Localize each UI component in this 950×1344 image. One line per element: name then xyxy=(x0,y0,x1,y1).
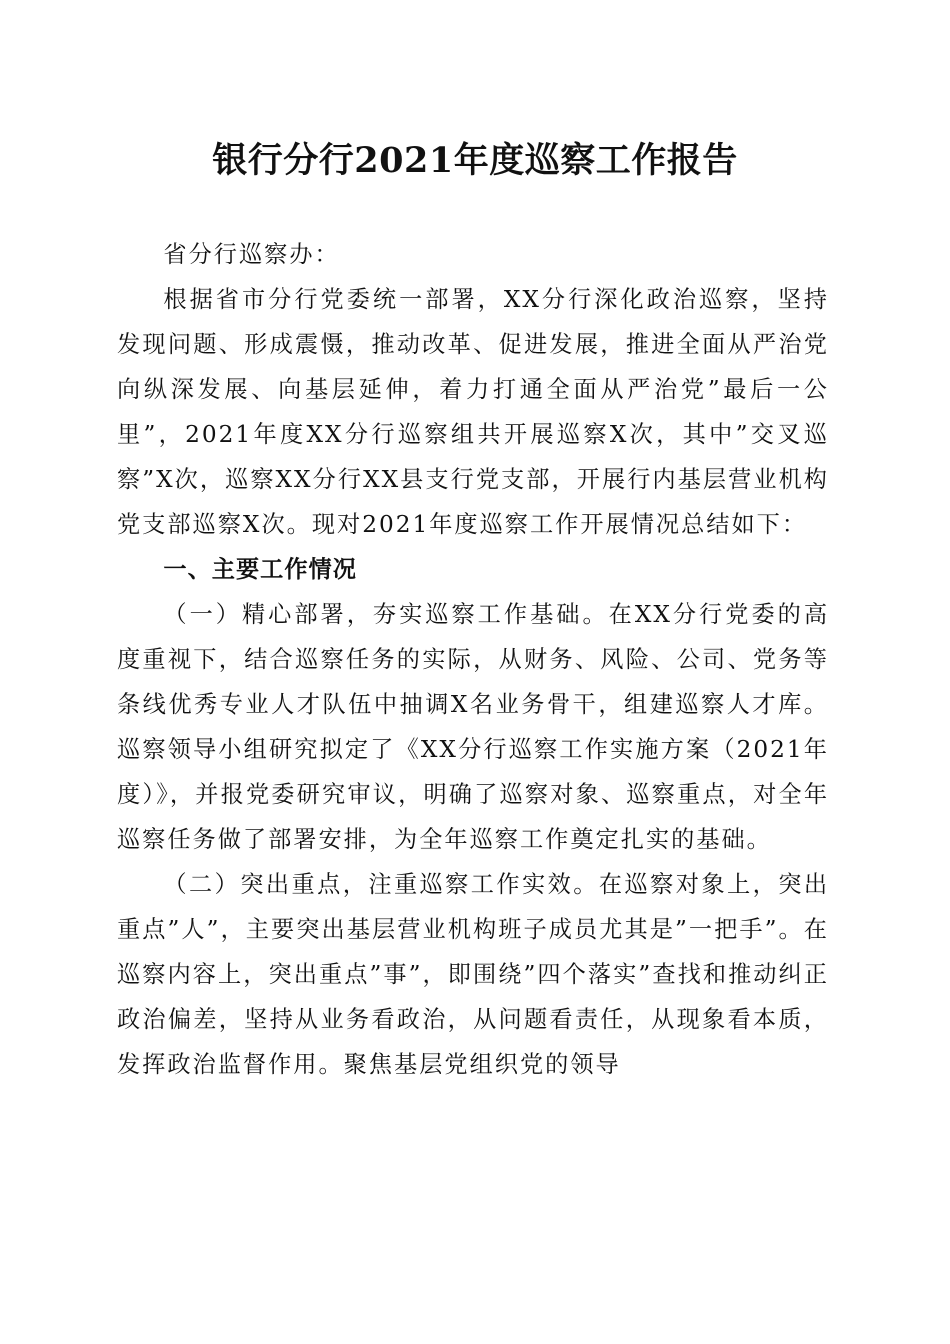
section-heading: 一、主要工作情况 xyxy=(163,556,357,583)
document-body xyxy=(117,232,829,1087)
paragraph-1-body: 在XX分行党委的高度重视下，结合巡察任务的实际，从财务、风险、公司、党务等条线优秀专业人才队伍中抽调X名业务骨干，组建巡察人才库。巡察领导小组研究拟定了《XX分行巡察工作实施方案（2021年度）》，并报党委研究审议，明确了巡察对象、巡察重点，对全年巡察任务做了部署安排，为全年巡察工作奠定扎实的基础。 xyxy=(117,601,830,853)
paragraph-2 xyxy=(117,862,829,1087)
paragraph-2-body: 在巡察对象上，突出重点”人”，主要突出基层营业机构班子成员尤其是”一把手”。在巡察内容上，突出重点”事”，即围绕”四个落实”查找和推动纠正政治偏差，坚持从业务看政治，从问题看责任，从现象看本质，发挥政治监督作用。聚焦基层党组织党的领导 xyxy=(117,871,830,1078)
paragraph-1 xyxy=(117,592,829,862)
document-title: 银行分行2021年度巡察工作报告 xyxy=(212,140,738,181)
paragraph-2-lead: （二）突出重点，注重巡察工作实效。 xyxy=(163,871,599,898)
intro-paragraph: 根据省市分行党委统一部署，XX分行深化政治巡察，坚持发现问题、形成震慑，推动改革、促进发展，推进全面从严治党向纵深发展、向基层延伸，着力打通全面从严治党”最后一公里”，2021年度XX分行巡察组共开展巡察X次，其中”交叉巡察”X次，巡察XX分行XX县支行党支部，开展行内基层营业机构党支部巡察X次。现对2021年度巡察工作开展情况总结如下： xyxy=(117,286,829,538)
paragraph-1-lead: （一）精心部署，夯实巡察工作基础。 xyxy=(163,601,609,628)
salutation: 省分行巡察办： xyxy=(163,241,340,268)
